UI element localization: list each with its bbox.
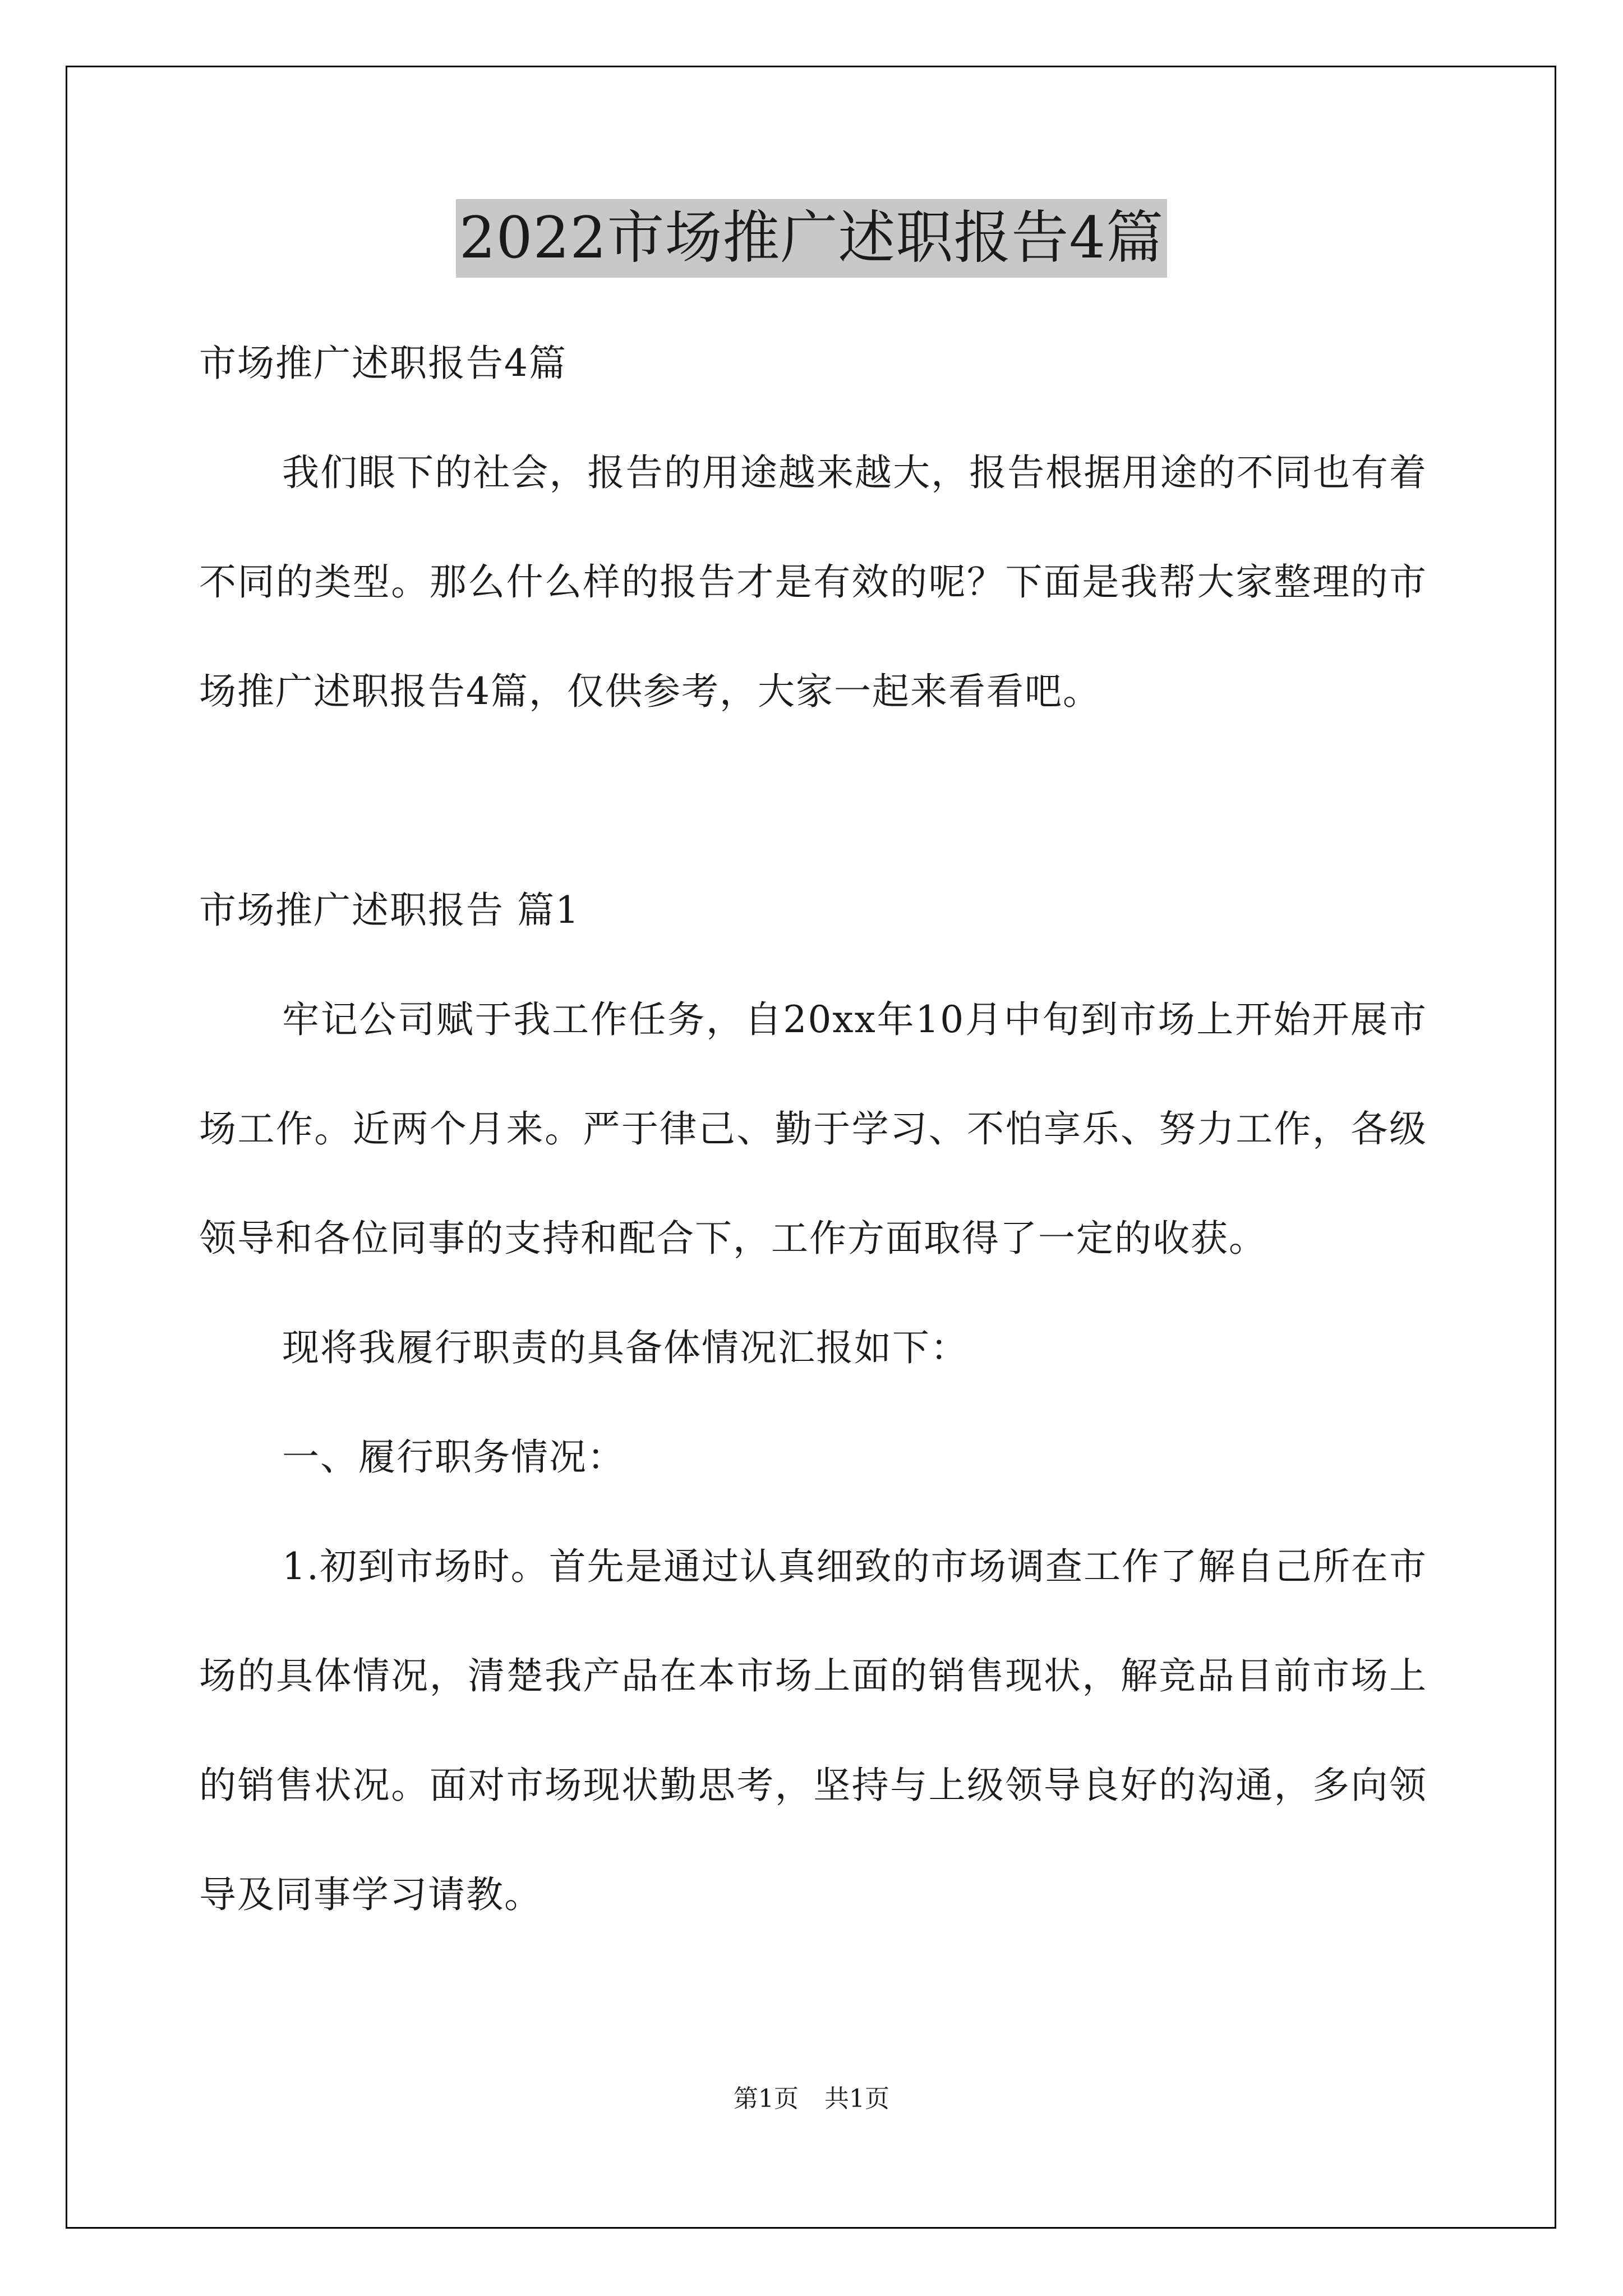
page-number: 第1页: [734, 2085, 799, 2113]
body-paragraph: 1.初到市场时。首先是通过认真细致的市场调查工作了解自己所在市场的具体情况，清楚我产品在本市场上面的销售现状，解竞品目前市场上的销售状况。面对市场现状勤思考，坚持与上级领导良好的沟通，多向领导及同事学习请教。: [199, 1545, 1427, 1916]
document-subtitle: 市场推广述职报告4篇: [199, 342, 567, 385]
body-paragraph: 现将我履行职责的具备体情况汇报如下：: [282, 1326, 969, 1369]
section-heading: 市场推广述职报告 篇1: [199, 889, 580, 932]
body-paragraph: 牢记公司赋于我工作任务，自20xx年10月中旬到市场上开始开展市场工作。近两个月来。严于律己、勤于学习、不怕享乐、努力工作，各级领导和各位同事的支持和配合下，工作方面取得了一定的收获。: [199, 998, 1427, 1260]
page-total: 共1页: [824, 2085, 889, 2113]
section-spacer: [199, 746, 1427, 855]
body-paragraph: 一、履行职务情况：: [282, 1435, 625, 1479]
title-container: [0, 199, 1623, 278]
document-title: 2022市场推广述职报告4篇: [456, 199, 1167, 278]
intro-paragraph: 我们眼下的社会，报告的用途越来越大，报告根据用途的不同也有着不同的类型。那么什么样的报告才是有效的呢？下面是我帮大家整理的市场推广述职报告4篇，仅供参考，大家一起来看看吧。: [199, 451, 1427, 713]
page-footer: [0, 2082, 1623, 2116]
document-body: [199, 309, 1427, 1949]
